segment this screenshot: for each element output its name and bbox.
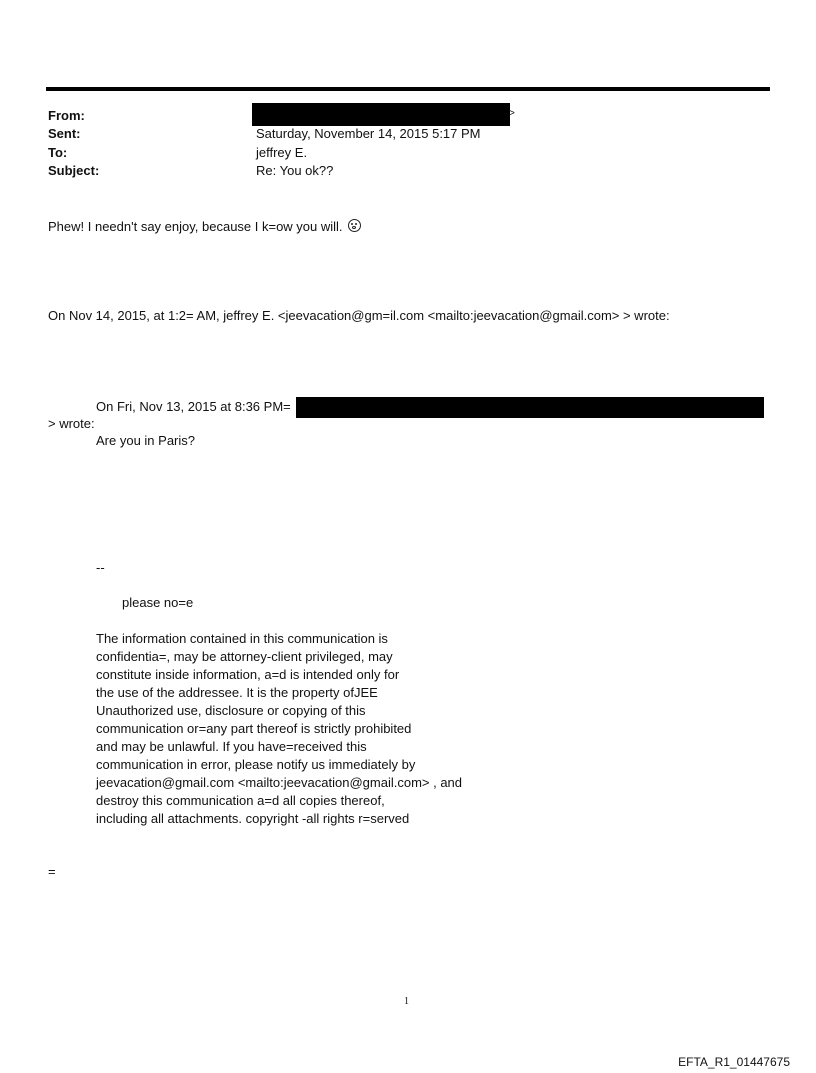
page-number: 1	[404, 996, 409, 1007]
quote2-intro-prefix: On Fri, Nov 13, 2015 at 8:36 PM=	[96, 399, 291, 414]
disclaimer-line: communication in error, please notify us immediately by	[96, 757, 416, 772]
quote2-text: Are you in Paris?	[96, 433, 195, 448]
quote1-intro: On Nov 14, 2015, at 1:2= AM, jeffrey E. <jeevacation@gm=il.com <mailto:jeevacation@gmail.com> > wrote:	[48, 308, 670, 323]
document-id: EFTA_R1_01447675	[678, 1055, 790, 1069]
to-value: jeffrey E.	[256, 145, 308, 160]
redaction-quote2-sender	[296, 397, 764, 418]
reply-line	[48, 219, 361, 234]
subject-value: Re: You ok??	[256, 163, 334, 178]
trailing-equals: =	[48, 864, 56, 879]
subject-label: Subject:	[48, 163, 100, 178]
disclaimer-line: jeevacation@gmail.com <mailto:jeevacation@gmail.com> , and	[96, 775, 463, 790]
disclaimer-line: the use of the addressee. It is the property ofJEE	[96, 685, 378, 700]
disclaimer-line: The information contained in this communication is	[96, 631, 388, 646]
from-value-suffix: >	[509, 108, 515, 119]
redaction-from	[252, 103, 510, 126]
smiley-emoji-icon	[348, 219, 361, 232]
signature-dashes: --	[96, 560, 105, 575]
header-rule	[46, 87, 770, 91]
from-label: From:	[48, 108, 85, 123]
disclaimer	[96, 630, 462, 828]
disclaimer-line: Unauthorized use, disclosure or copying of this	[96, 703, 366, 718]
disclaimer-line: communication or=any part thereof is strictly prohibited	[96, 721, 412, 736]
sent-label: Sent:	[48, 126, 81, 141]
disclaimer-line: confidentia=, may be attorney-client privileged, may	[96, 649, 393, 664]
disclaimer-line: and may be unlawful. If you have=received this	[96, 739, 367, 754]
signature-note: please no=e	[122, 595, 194, 610]
sent-value: Saturday, November 14, 2015 5:17 PM	[256, 126, 481, 141]
quote2-intro-suffix: > wrote:	[48, 416, 95, 431]
disclaimer-line: including all attachments. copyright -all rights r=served	[96, 811, 410, 826]
disclaimer-line: destroy this communication a=d all copies thereof,	[96, 793, 385, 808]
disclaimer-line: constitute inside information, a=d is intended only for	[96, 667, 400, 682]
to-label: To:	[48, 145, 68, 160]
reply-text: Phew! I needn't say enjoy, because I k=ow you will.	[48, 219, 343, 234]
